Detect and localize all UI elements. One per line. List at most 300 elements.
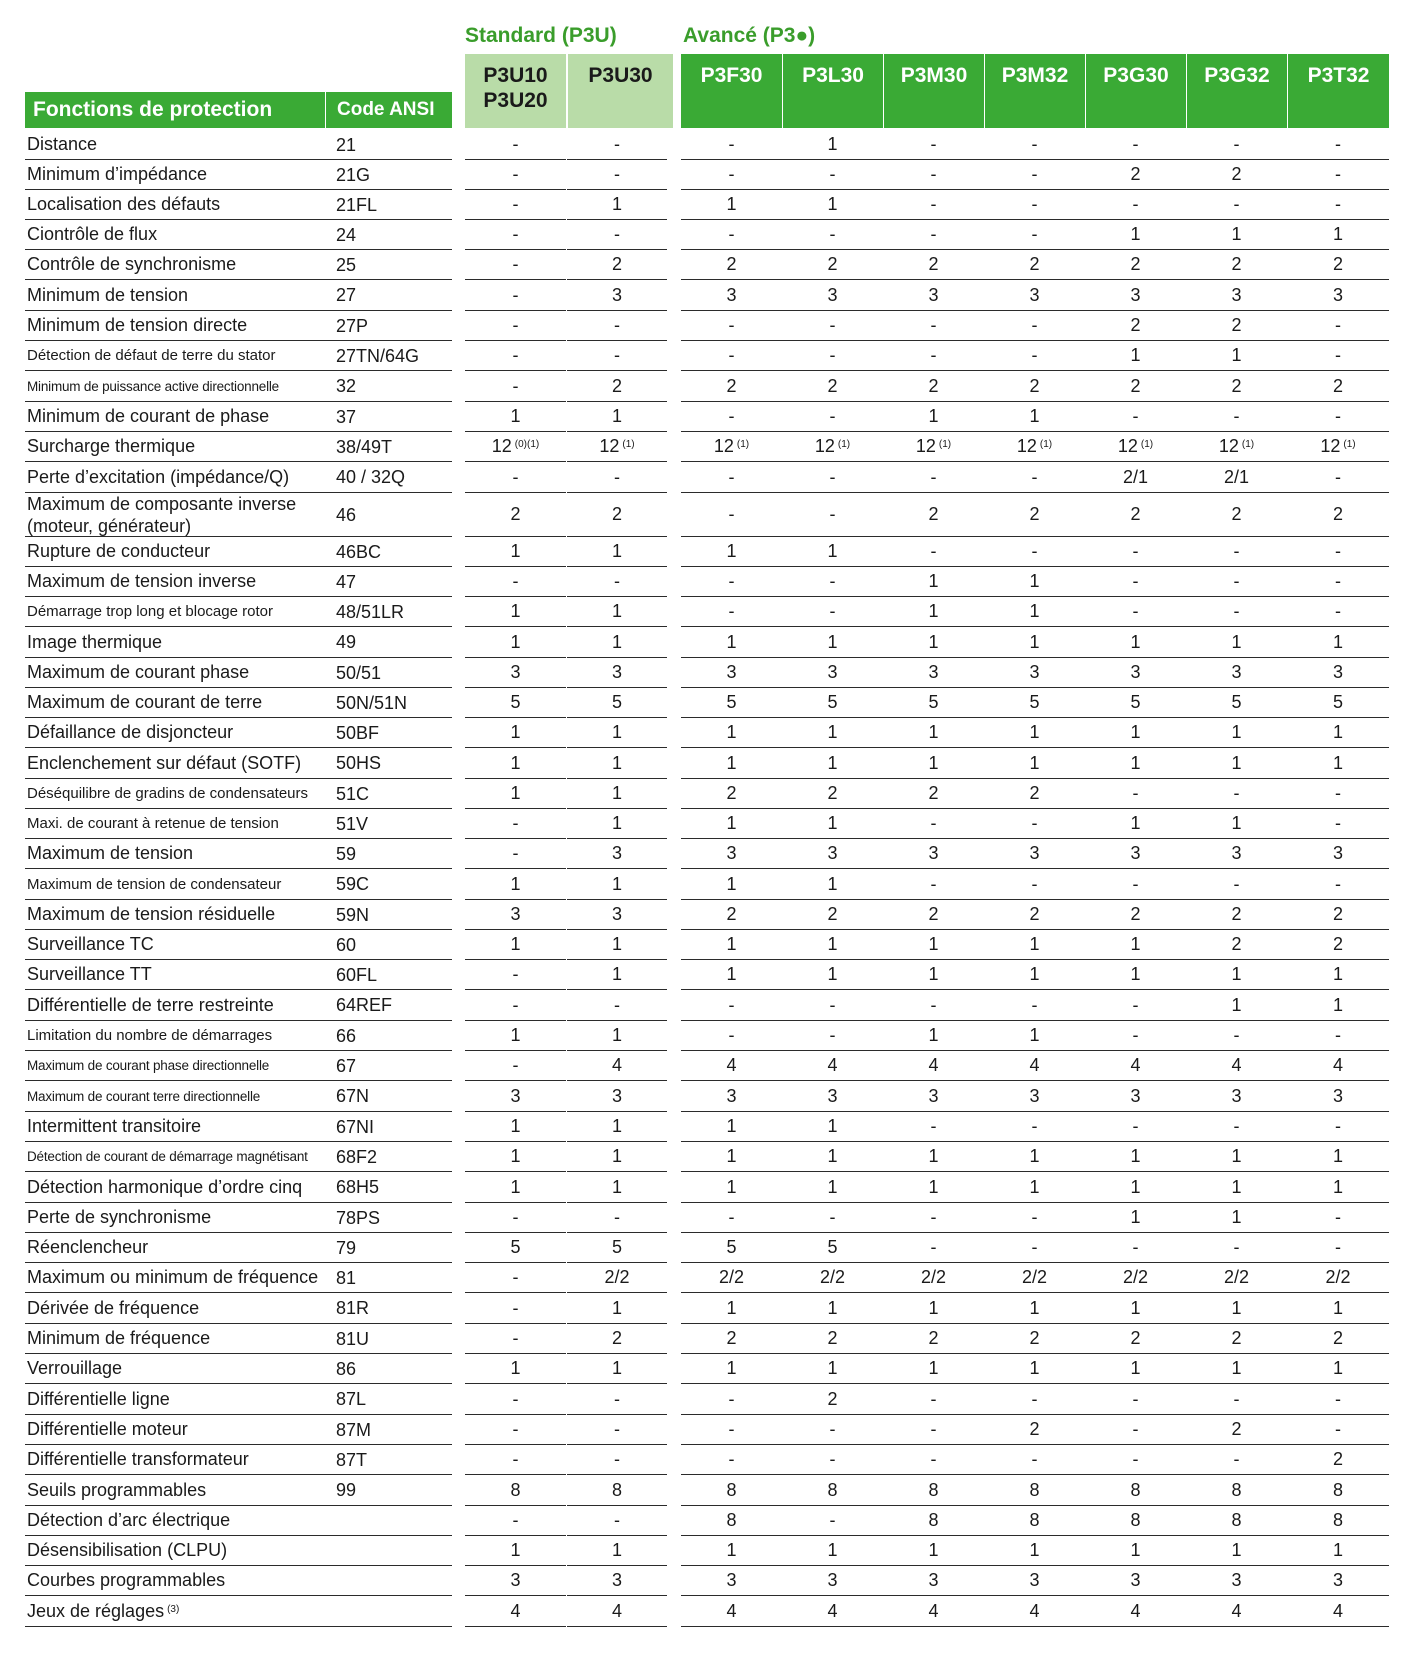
ansi-code [336, 1596, 452, 1627]
value-cell [1085, 130, 1186, 160]
value-text: - [829, 571, 836, 591]
value-text: - [512, 254, 519, 274]
value-cell [883, 718, 984, 748]
value-text: 1 [827, 1116, 838, 1136]
table-row [0, 1384, 1416, 1415]
value-cell [883, 748, 984, 779]
value-text: 1 [928, 1297, 939, 1318]
value-text: 2 [1332, 934, 1343, 954]
value-text: - [512, 1055, 519, 1075]
value-text: - [1335, 1116, 1341, 1136]
value-text: 2 [1231, 164, 1242, 184]
table-row [0, 567, 1416, 597]
value-text: 5 [726, 1237, 737, 1257]
value-cell [1085, 930, 1186, 960]
value-cell [681, 900, 782, 930]
value-text: - [1031, 224, 1038, 244]
value-text: 12 [599, 436, 620, 456]
value-cell [1287, 1203, 1389, 1233]
value-text: 2 [611, 375, 622, 396]
value-text: 1 [1130, 934, 1141, 954]
value-text: 1 [1130, 1176, 1141, 1197]
value-text: 1 [726, 964, 737, 984]
value-text: 12 [915, 436, 936, 456]
value-text: 1 [1332, 964, 1343, 984]
value-text: - [512, 1419, 519, 1439]
table-row [0, 597, 1416, 627]
value-cell [1287, 960, 1389, 990]
value-cell [1287, 658, 1389, 688]
table-row [0, 960, 1416, 990]
value-cell [465, 1506, 566, 1536]
ansi-code: 51C [336, 783, 370, 804]
value-cell [1186, 809, 1287, 839]
value-cell [567, 1112, 667, 1142]
value-text: - [1031, 1388, 1038, 1409]
value-cell [1287, 1293, 1389, 1324]
value-text: - [1132, 1237, 1139, 1257]
function-name-text: Maximum de courant phase directionnelle [27, 1058, 270, 1073]
value-text: 1 [1332, 631, 1343, 652]
value-cell [1186, 432, 1287, 462]
value-cell [782, 1566, 883, 1596]
value-text: 1 [611, 1025, 622, 1045]
value-text: 3 [1130, 843, 1141, 863]
ansi-code: 86 [336, 1358, 357, 1379]
value-cell [465, 1081, 566, 1112]
value-text: 2/2 [920, 1267, 947, 1287]
value-text: 1 [510, 1540, 521, 1560]
value-text: - [930, 315, 937, 335]
value-text: - [1335, 466, 1341, 487]
value-cell [1186, 462, 1287, 493]
value-text: 3 [726, 1570, 737, 1590]
value-text: - [829, 224, 836, 244]
value-text: 2/1 [1223, 466, 1250, 487]
value-cell [681, 1475, 782, 1506]
value-text: - [1132, 1449, 1139, 1469]
value-text: - [829, 466, 836, 487]
value-text: 3 [1029, 284, 1040, 305]
table-row [0, 1021, 1416, 1051]
value-cell [681, 990, 782, 1021]
value-cell [681, 130, 782, 160]
value-text: - [930, 194, 937, 214]
ansi-code: 51V [336, 813, 369, 834]
value-cell [1287, 567, 1389, 597]
value-text: - [512, 134, 519, 154]
value-cell [567, 1536, 667, 1566]
model-header-p3g30: P3G30 [1085, 54, 1186, 128]
value-text: - [829, 315, 836, 335]
value-cell [782, 900, 883, 930]
value-cell [465, 1596, 566, 1627]
value-cell [984, 1142, 1085, 1172]
value-cell [1186, 1475, 1287, 1506]
value-text: - [1335, 601, 1341, 621]
table-row [0, 1354, 1416, 1384]
table-row [0, 1142, 1416, 1172]
value-text: - [930, 345, 937, 365]
ansi-code: 21 [336, 134, 357, 155]
value-text: 4 [611, 1055, 622, 1075]
value-text: 1 [1231, 1297, 1242, 1318]
value-cell [465, 402, 566, 432]
value-text: 1 [510, 601, 521, 621]
value-text: 4 [827, 1055, 838, 1075]
value-cell [567, 627, 667, 658]
value-text: 4 [827, 1600, 838, 1621]
value-cell [782, 190, 883, 220]
value-text: 2 [827, 254, 838, 274]
value-text: - [1335, 194, 1341, 214]
table-row [0, 688, 1416, 718]
value-text: 1 [510, 1025, 521, 1045]
value-cell [782, 1384, 883, 1415]
function-name-text: Maximum de tension inverse [27, 571, 257, 591]
value-cell [567, 250, 667, 280]
value-cell [984, 1475, 1085, 1506]
value-cell [782, 1203, 883, 1233]
value-cell [1287, 990, 1389, 1021]
value-text: 1 [827, 813, 838, 833]
value-cell [984, 990, 1085, 1021]
function-name-text: Déséquilibre de gradins de condensateurs [27, 785, 309, 802]
value-cell [1186, 311, 1287, 341]
table-row [0, 1596, 1416, 1627]
value-text: 1 [611, 194, 622, 214]
value-text: - [1233, 1449, 1240, 1469]
value-cell [681, 1051, 782, 1081]
value-text: - [614, 224, 620, 244]
table-row [0, 779, 1416, 809]
value-text: 1 [1029, 964, 1040, 984]
value-cell [782, 1324, 883, 1354]
value-text: - [1031, 1207, 1038, 1227]
value-cell [681, 220, 782, 250]
value-text: - [930, 224, 937, 244]
value-text: 1 [611, 631, 622, 652]
value-cell [1287, 1415, 1389, 1445]
value-text: 1 [611, 783, 622, 803]
value-cell [1186, 1445, 1287, 1475]
value-cell [782, 627, 883, 658]
value-text: 2/2 [718, 1267, 745, 1287]
value-cell [984, 1506, 1085, 1536]
ansi-code: 59C [336, 874, 370, 894]
function-name-text: Détection d’arc électrique [27, 1510, 231, 1530]
value-text: 2/2 [1122, 1267, 1149, 1287]
value-text: 3 [1130, 1570, 1141, 1590]
value-cell [984, 1293, 1085, 1324]
value-cell [1186, 1293, 1287, 1324]
value-cell [984, 371, 1085, 402]
function-name-text: Perte d’excitation (impédance/Q) [27, 466, 290, 487]
value-cell [1085, 1112, 1186, 1142]
value-text: 3 [1130, 662, 1141, 682]
value-cell [883, 839, 984, 869]
value-text: 2 [1029, 1419, 1040, 1439]
column-group-headers [0, 24, 1416, 52]
value-text: - [1132, 194, 1139, 214]
value-text: - [1132, 134, 1139, 154]
value-cell [1287, 220, 1389, 250]
value-text: - [512, 375, 519, 396]
value-cell [1287, 130, 1389, 160]
function-name-text: Maximum de tension de condensateur [27, 875, 282, 893]
value-cell [1287, 1021, 1389, 1051]
value-text: - [930, 873, 937, 894]
value-cell [465, 658, 566, 688]
value-text: - [1335, 541, 1341, 561]
table-row [0, 1203, 1416, 1233]
value-cell [681, 1384, 782, 1415]
value-text: - [829, 164, 836, 184]
value-text: 8 [726, 1479, 737, 1500]
value-text: 1 [1130, 964, 1141, 984]
value-text: 1 [510, 873, 521, 894]
value-cell [1287, 930, 1389, 960]
value-text: 2 [1029, 375, 1040, 396]
value-cell [1287, 597, 1389, 627]
table-row [0, 748, 1416, 779]
value-text: 3 [1231, 284, 1242, 305]
value-text: 1 [928, 406, 939, 426]
table-row [0, 220, 1416, 250]
value-cell [465, 190, 566, 220]
value-cell [984, 130, 1085, 160]
value-cell [1085, 688, 1186, 718]
value-cell [1287, 1506, 1389, 1536]
value-cell [1287, 341, 1389, 371]
ansi-code: 50HS [336, 753, 382, 773]
value-cell [984, 869, 1085, 900]
function-name-text: Minimum de fréquence [27, 1328, 211, 1348]
value-text: 1 [1130, 1358, 1141, 1378]
value-cell [567, 1293, 667, 1324]
ansi-code: 60FL [336, 964, 378, 985]
ansi-code: 87T [336, 1449, 368, 1470]
value-cell [465, 1415, 566, 1445]
value-cell [567, 280, 667, 311]
table-row [0, 130, 1416, 160]
value-cell [465, 1021, 566, 1051]
value-cell [681, 960, 782, 990]
value-cell [984, 900, 1085, 930]
value-cell [1085, 341, 1186, 371]
value-text: 3 [726, 843, 737, 863]
value-text: 3 [611, 662, 622, 682]
value-text: 3 [1332, 284, 1343, 305]
value-text: 5 [827, 692, 838, 712]
value-text: 1 [827, 1540, 838, 1560]
value-text: 1 [726, 631, 737, 652]
value-text: 1 [726, 1116, 737, 1136]
table-row [0, 190, 1416, 220]
value-text: 1 [827, 873, 838, 894]
value-text: - [1031, 541, 1038, 561]
value-text: - [728, 134, 735, 154]
value-cell [883, 462, 984, 493]
table-row [0, 1475, 1416, 1506]
value-text: - [1233, 873, 1240, 894]
value-cell [1085, 537, 1186, 567]
value-cell [782, 280, 883, 311]
value-text: 1 [611, 406, 622, 426]
value-cell [883, 402, 984, 432]
value-text: 1 [827, 722, 838, 742]
value-text: - [1233, 406, 1240, 426]
value-cell [984, 718, 1085, 748]
value-cell [567, 537, 667, 567]
value-text: - [930, 134, 937, 154]
value-text: - [829, 994, 836, 1015]
value-cell [782, 1051, 883, 1081]
value-cell [681, 1566, 782, 1596]
value-text: - [1335, 315, 1341, 335]
value-cell [1085, 1293, 1186, 1324]
value-text: - [512, 571, 519, 591]
footnote-marker: (1) [1241, 439, 1255, 450]
value-cell [1186, 280, 1287, 311]
value-text: 3 [1231, 843, 1242, 863]
table-row [0, 280, 1416, 311]
value-cell [1085, 1142, 1186, 1172]
function-name-text: Localisation des défauts [27, 194, 221, 214]
value-cell [1186, 341, 1287, 371]
value-cell [1186, 1051, 1287, 1081]
value-cell [1287, 1051, 1389, 1081]
value-text: 1 [928, 1176, 939, 1197]
value-cell [681, 432, 782, 462]
value-text: - [829, 1449, 836, 1469]
value-text: - [1335, 1237, 1341, 1257]
function-name-text: Ciontrôle de flux [27, 224, 158, 244]
value-text: - [1031, 1237, 1038, 1257]
value-text: 4 [510, 1600, 521, 1621]
value-cell [1186, 1536, 1287, 1566]
value-cell [465, 779, 566, 809]
function-name-text: Réenclencheur [27, 1237, 149, 1257]
value-cell [782, 1536, 883, 1566]
footnote-marker: (1) [837, 439, 851, 450]
value-cell [567, 1233, 667, 1263]
ansi-code: 21FL [336, 194, 378, 215]
model-header-p3l30: P3L30 [782, 54, 883, 128]
value-cell [883, 1203, 984, 1233]
value-cell [465, 627, 566, 658]
value-cell [567, 462, 667, 493]
value-text: 3 [928, 284, 939, 305]
value-cell [984, 1203, 1085, 1233]
value-cell [465, 160, 566, 190]
value-text: 4 [1029, 1600, 1040, 1621]
value-cell [1085, 1566, 1186, 1596]
value-cell [681, 779, 782, 809]
value-cell [1186, 1506, 1287, 1536]
value-cell [1287, 1324, 1389, 1354]
ansi-code: 50N/51N [336, 692, 408, 713]
value-cell [681, 493, 782, 537]
value-text: 1 [827, 1146, 838, 1166]
value-text: - [1031, 164, 1038, 184]
value-cell [681, 658, 782, 688]
value-text: 2 [726, 254, 737, 274]
value-text: 1 [1029, 406, 1040, 426]
value-text: 1 [1130, 224, 1141, 244]
value-text: 2/2 [1223, 1267, 1250, 1287]
value-cell [1287, 493, 1389, 537]
value-text: 3 [611, 843, 622, 863]
value-cell [567, 748, 667, 779]
value-text: 3 [827, 662, 838, 682]
value-text: - [1031, 134, 1038, 154]
value-cell [681, 1596, 782, 1627]
value-cell [782, 311, 883, 341]
value-text: 1 [611, 1146, 622, 1166]
value-cell [567, 1081, 667, 1112]
value-cell [465, 1233, 566, 1263]
value-text: 2 [928, 904, 939, 924]
value-cell [984, 493, 1085, 537]
value-cell [567, 900, 667, 930]
value-text: - [728, 571, 735, 591]
value-text: - [930, 466, 937, 487]
function-name-text: Minimum de tension directe [27, 315, 248, 335]
value-text: 1 [827, 631, 838, 652]
value-cell [465, 220, 566, 250]
value-text: 1 [510, 1116, 521, 1136]
value-text: - [930, 813, 937, 833]
value-text: 2 [1231, 1328, 1242, 1348]
value-text: 1 [611, 813, 622, 833]
value-text: 8 [510, 1479, 521, 1500]
value-cell [1287, 311, 1389, 341]
value-cell [465, 1324, 566, 1354]
value-cell [782, 1081, 883, 1112]
value-cell [883, 960, 984, 990]
value-text: 2 [1231, 375, 1242, 396]
value-cell [681, 718, 782, 748]
value-cell [1287, 280, 1389, 311]
ansi-code: 32 [336, 376, 357, 396]
model-header-p3u30: P3U30 [567, 54, 673, 128]
value-text: 1 [1029, 601, 1040, 621]
value-text: 1 [928, 1358, 939, 1378]
table-row [0, 900, 1416, 930]
function-name-text: Seuils programmables [27, 1479, 207, 1500]
value-cell [681, 1263, 782, 1293]
value-cell [1287, 809, 1389, 839]
value-text: 1 [1130, 1207, 1141, 1227]
value-text: - [728, 164, 735, 184]
value-text: 2 [928, 783, 939, 803]
value-text: 3 [928, 1085, 939, 1106]
value-cell [984, 1051, 1085, 1081]
ansi-code: 49 [336, 632, 357, 652]
value-text: 1 [928, 752, 939, 773]
value-cell [465, 341, 566, 371]
value-text: 1 [1130, 1146, 1141, 1166]
function-name-text: Maximum de tension résiduelle [27, 904, 276, 924]
table-row [0, 1445, 1416, 1475]
value-cell [681, 1112, 782, 1142]
value-cell [1287, 1566, 1389, 1596]
value-cell [1186, 402, 1287, 432]
table-row [0, 462, 1416, 493]
table-row [0, 809, 1416, 839]
value-text: 4 [1332, 1055, 1343, 1075]
